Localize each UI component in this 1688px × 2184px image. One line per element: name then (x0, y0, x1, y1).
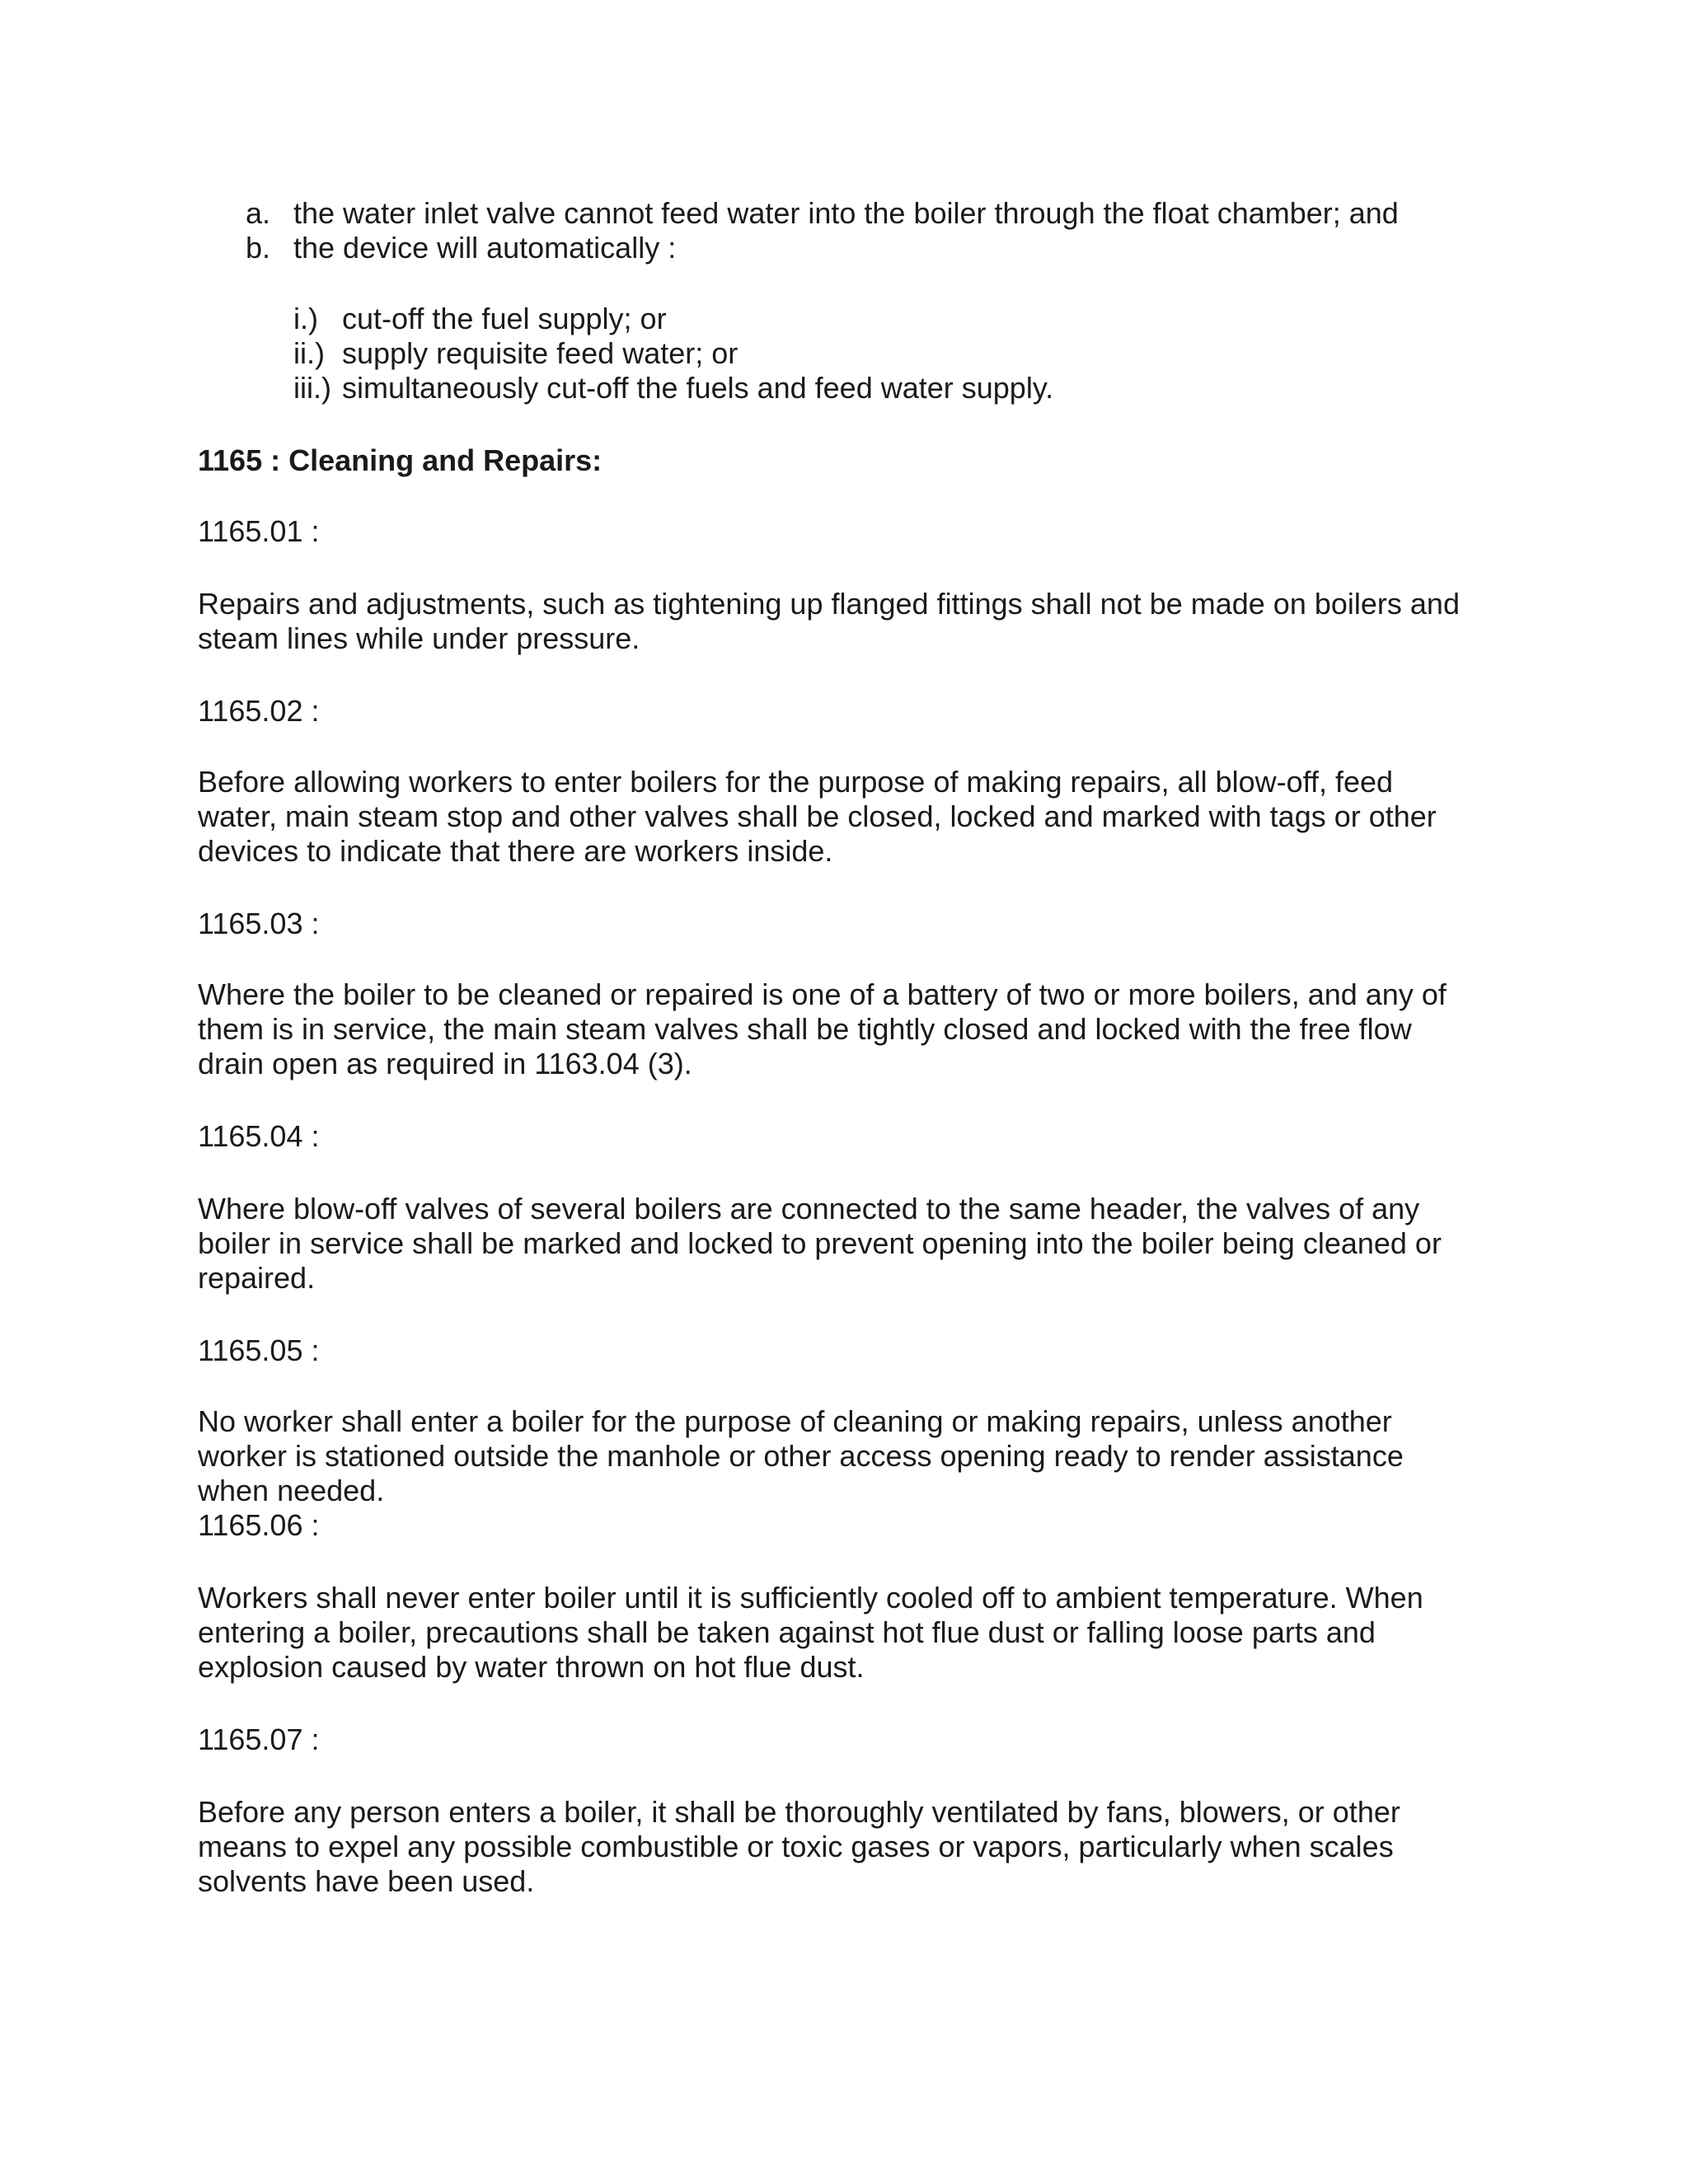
sublist-text: supply requisite feed water; or (342, 336, 738, 370)
clause-line: drain open as required in 1163.04 (3). (198, 1047, 692, 1080)
clause-line: devices to indicate that there are workers inside. (198, 834, 833, 868)
clause-line: Workers shall never enter boiler until it is sufficiently cooled off to ambient temperature. When (198, 1581, 1423, 1615)
sublist-marker: iii.) (293, 371, 331, 405)
clause-line: worker is stationed outside the manhole or other access opening ready to render assistance (198, 1439, 1404, 1473)
clause-line: Repairs and adjustments, such as tightening up flanged fittings shall not be made on boilers and (198, 587, 1460, 621)
list-marker: a. (246, 196, 271, 230)
sublist-text: cut-off the fuel supply; or (342, 302, 667, 335)
sublist-marker: ii.) (293, 336, 325, 370)
clause-number: 1165.05 : (198, 1333, 320, 1367)
clause-line: Where the boiler to be cleaned or repaired is one of a battery of two or more boilers, and any of (198, 977, 1447, 1011)
clause-line: Before allowing workers to enter boilers for the purpose of making repairs, all blow-off, feed (198, 765, 1394, 799)
sublist-text: simultaneously cut-off the fuels and feed water supply. (342, 371, 1054, 405)
clause-number: 1165.01 : (198, 514, 320, 548)
clause-number: 1165.02 : (198, 694, 320, 728)
clause-line: boiler in service shall be marked and locked to prevent opening into the boiler being cleaned or (198, 1226, 1442, 1260)
clause-line: them is in service, the main steam valves shall be tightly closed and locked with the free flow (198, 1012, 1412, 1046)
section-heading: 1165 : Cleaning and Repairs: (198, 443, 603, 477)
clause-line: steam lines while under pressure. (198, 621, 640, 655)
clause-line: entering a boiler, precautions shall be taken against hot flue dust or falling loose parts and (198, 1615, 1376, 1649)
clause-line: No worker shall enter a boiler for the purpose of cleaning or making repairs, unless another (198, 1404, 1392, 1438)
clause-line: solvents have been used. (198, 1864, 535, 1898)
clause-line: water, main steam stop and other valves shall be closed, locked and marked with tags or other (198, 799, 1437, 833)
clause-line: when needed. (198, 1474, 385, 1507)
clause-number: 1165.03 : (198, 907, 320, 940)
list-text: the water inlet valve cannot feed water into the boiler through the float chamber; and (293, 196, 1399, 230)
clause-number: 1165.04 : (198, 1119, 320, 1153)
clause-line: Where blow-off valves of several boilers are connected to the same header, the valves of any (198, 1192, 1420, 1226)
clause-line: means to expel any possible combustible or toxic gases or vapors, particularly when scales (198, 1830, 1394, 1863)
clause-line: explosion caused by water thrown on hot flue dust. (198, 1650, 865, 1684)
clause-line: repaired. (198, 1261, 316, 1295)
clause-number: 1165.07 : (198, 1722, 320, 1756)
list-text: the device will automatically : (293, 231, 677, 265)
clause-number: 1165.06 : (198, 1508, 320, 1542)
sublist-marker: i.) (293, 302, 318, 335)
list-marker: b. (246, 231, 271, 265)
clause-line: Before any person enters a boiler, it shall be thoroughly ventilated by fans, blowers, or other (198, 1795, 1400, 1829)
